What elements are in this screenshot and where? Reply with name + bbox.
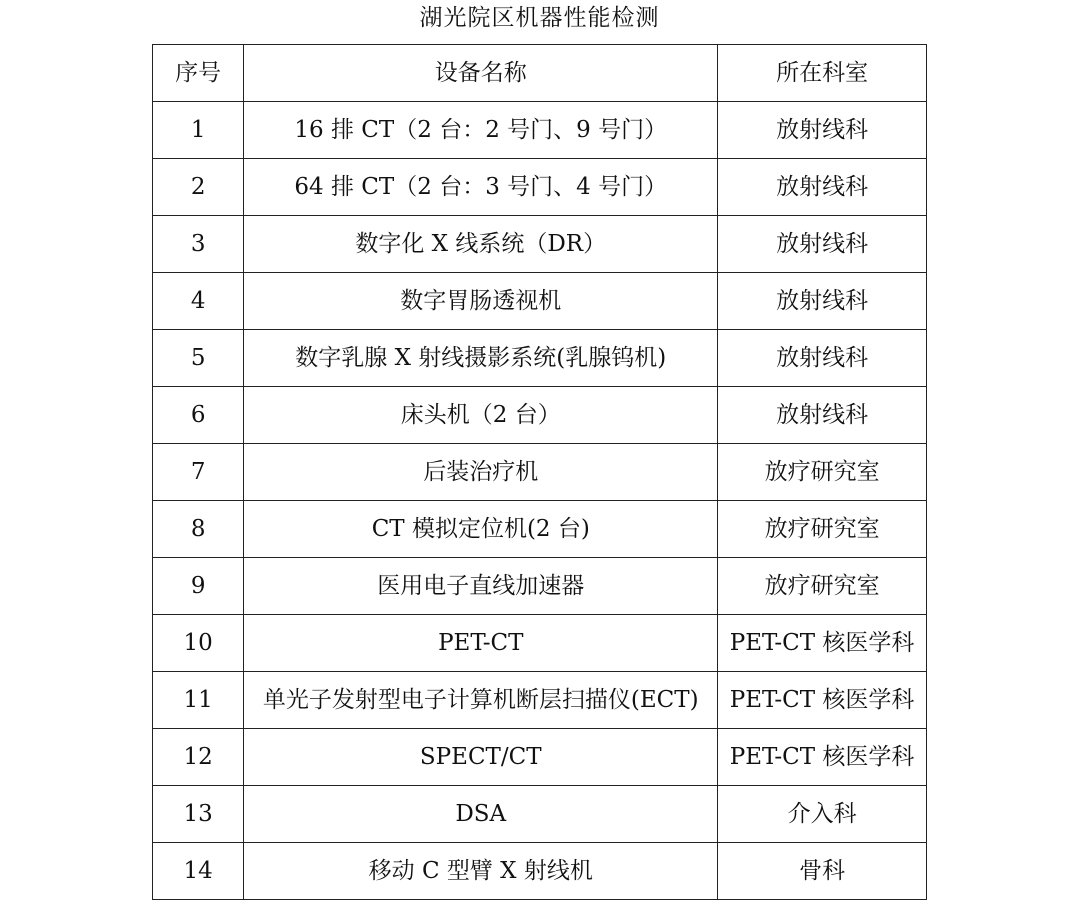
device-name: 后装治疗机 — [244, 444, 718, 501]
device-name: 移动 C 型臂 X 射线机 — [244, 843, 718, 900]
department: PET-CT 核医学科 — [718, 729, 927, 786]
row-number: 13 — [153, 786, 244, 843]
row-number: 9 — [153, 558, 244, 615]
row-number: 11 — [153, 672, 244, 729]
table-row — [153, 387, 927, 444]
row-number: 6 — [153, 387, 244, 444]
table-row — [153, 672, 927, 729]
row-number: 10 — [153, 615, 244, 672]
department: 放射线科 — [718, 330, 927, 387]
row-number: 14 — [153, 843, 244, 900]
table-row — [153, 558, 927, 615]
table-row — [153, 729, 927, 786]
header-number: 序号 — [153, 45, 244, 102]
table-row — [153, 216, 927, 273]
device-name: SPECT/CT — [244, 729, 718, 786]
device-name: 数字化 X 线系统（DR） — [244, 216, 718, 273]
row-number: 7 — [153, 444, 244, 501]
table-row — [153, 102, 927, 159]
row-number: 3 — [153, 216, 244, 273]
row-number: 4 — [153, 273, 244, 330]
department: 骨科 — [718, 843, 927, 900]
table-row — [153, 501, 927, 558]
department: 放射线科 — [718, 159, 927, 216]
row-number: 8 — [153, 501, 244, 558]
department: 放射线科 — [718, 102, 927, 159]
table-row — [153, 159, 927, 216]
department: 介入科 — [718, 786, 927, 843]
row-number: 5 — [153, 330, 244, 387]
table-row — [153, 330, 927, 387]
device-name: DSA — [244, 786, 718, 843]
header-department: 所在科室 — [718, 45, 927, 102]
device-name: 医用电子直线加速器 — [244, 558, 718, 615]
device-name: 单光子发射型电子计算机断层扫描仪(ECT) — [244, 672, 718, 729]
department: 放射线科 — [718, 216, 927, 273]
table-row — [153, 444, 927, 501]
table-row — [153, 786, 927, 843]
department: 放疗研究室 — [718, 444, 927, 501]
table-row — [153, 615, 927, 672]
device-name: PET-CT — [244, 615, 718, 672]
department: 放射线科 — [718, 273, 927, 330]
table-header-row — [153, 45, 927, 102]
row-number: 1 — [153, 102, 244, 159]
equipment-table — [152, 44, 927, 900]
header-device-name: 设备名称 — [244, 45, 718, 102]
department: 放射线科 — [718, 387, 927, 444]
device-name: 数字胃肠透视机 — [244, 273, 718, 330]
row-number: 2 — [153, 159, 244, 216]
department: 放疗研究室 — [718, 501, 927, 558]
department: 放疗研究室 — [718, 558, 927, 615]
department: PET-CT 核医学科 — [718, 615, 927, 672]
page-title: 湖光院区机器性能检测 — [419, 5, 660, 31]
device-name: 数字乳腺 X 射线摄影系统(乳腺钨机) — [244, 330, 718, 387]
device-name: 床头机（2 台） — [244, 387, 718, 444]
device-name: 16 排 CT（2 台：2 号门、9 号门） — [244, 102, 718, 159]
department: PET-CT 核医学科 — [718, 672, 927, 729]
device-name: CT 模拟定位机(2 台) — [244, 501, 718, 558]
table-row — [153, 843, 927, 900]
table-row — [153, 273, 927, 330]
row-number: 12 — [153, 729, 244, 786]
device-name: 64 排 CT（2 台：3 号门、4 号门） — [244, 159, 718, 216]
